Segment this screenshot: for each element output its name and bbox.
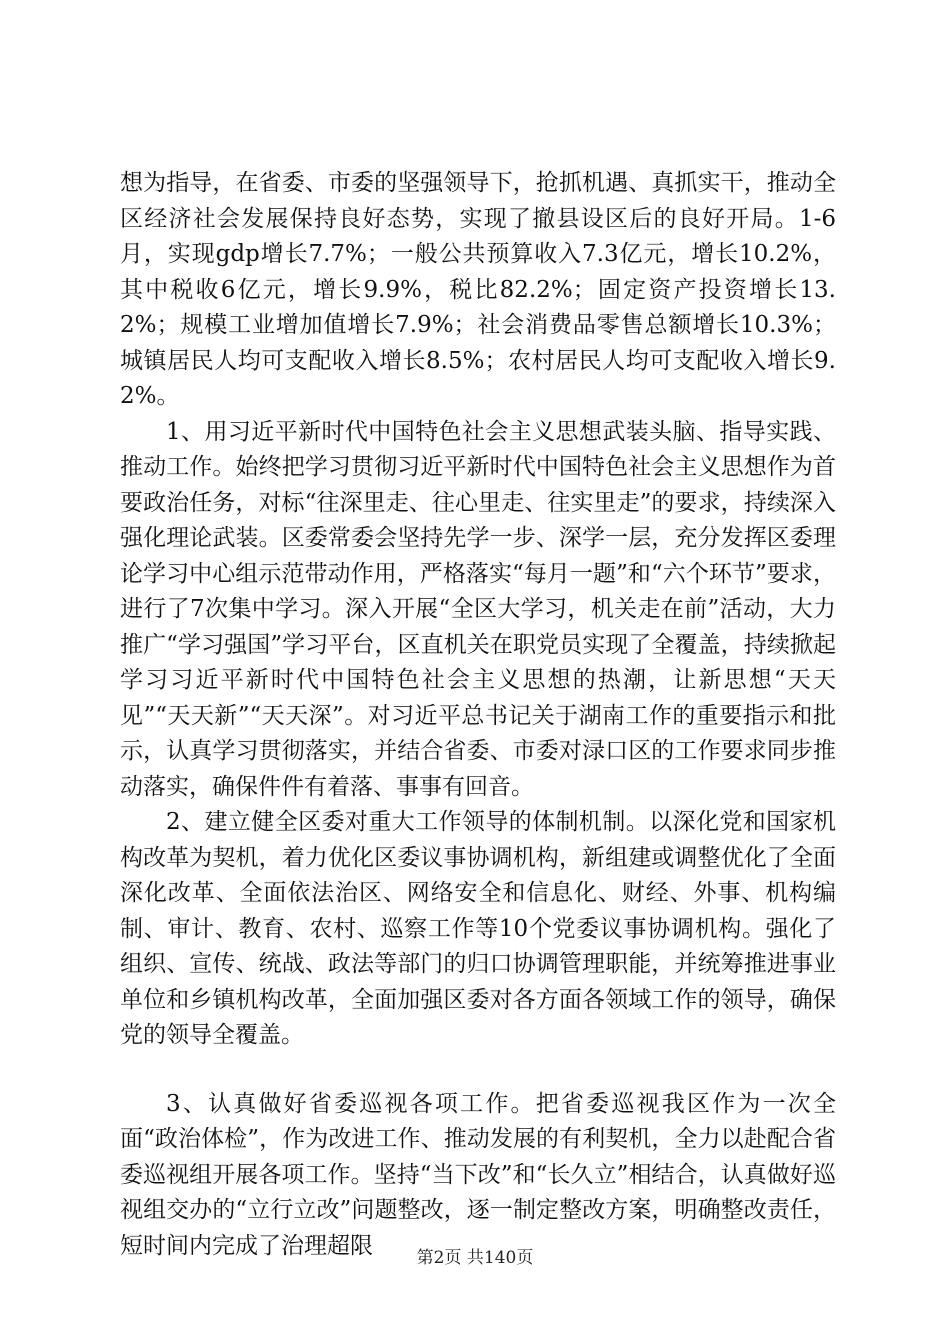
page-number-footer: 第2页 共140页 [416,1248,534,1268]
document-body [120,166,836,1264]
paragraph-item-2: 2、建立健全区委对重大工作领导的体制机制。以深化党和国家机构改革为契机，着力优化区委议事协调机构，新组建或调整优化了全面深化改革、全面依法治区、网络安全和信息化、财经、外事、机构编制、审计、教育、农村、巡察工作等10个党委议事协调机构。强化了组织、宣传、统战、政法等部门的归口协调管理职能，并统筹推进事业单位和乡镇机构改革，全面加强区委对各方面各领域工作的领导，确保党的领导全覆盖。 [120,809,836,1048]
paragraph-intro: 想为指导，在省委、市委的坚强领导下，抢抓机遇、真抓实干，推动全区经济社会发展保持良好态势，实现了撤县设区后的良好开局。1-6月，实现gdp增长7.7%；一般公共预算收入7.3亿元，增长10.2%，其中税收6亿元，增长9.9%，税比82.2%；固定资产投资增长13.2%；规模工业增加值增长7.9%；社会消费品零售总额增长10.3%；城镇居民人均可支配收入增长8.5%；农村居民人均可支配收入增长9.2%。 [120,170,836,409]
paragraph-item-3: 3、认真做好省委巡视各项工作。把省委巡视我区作为一次全面“政治体检”，作为改进工作、推动发展的有利契机，全力以赴配合省委巡视组开展各项工作。坚持“当下改”和“长久立”相结合，认真做好巡视组交办的“立行立改”问题整改，逐一制定整改方案，明确整改责任，短时间内完成了治理超限 [120,1090,836,1259]
paragraph-item-1: 1、用习近平新时代中国特色社会主义思想武装头脑、指导实践、推动工作。始终把学习贯彻习近平新时代中国特色社会主义思想作为首要政治任务，对标“往深里走、往心里走、往实里走”的要求，持续深入强化理论武装。区委常委会坚持先学一步、深学一层，充分发挥区委理论学习中心组示范带动作用，严格落实“每月一题”和“六个环节”要求，进行了7次集中学习。深入开展“全区大学习，机关走在前”活动，大力推广“学习强国”学习平台，区直机关在职党员实现了全覆盖，持续掀起学习习近平新时代中国特色社会主义思想的热潮，让新思想“天天见”“天天新”“天天深”。对习近平总书记关于湖南工作的重要指示和批示，认真学习贯彻落实，并结合省委、市委对渌口区的工作要求同步推动落实，确保件件有着落、事事有回音。 [120,418,836,800]
